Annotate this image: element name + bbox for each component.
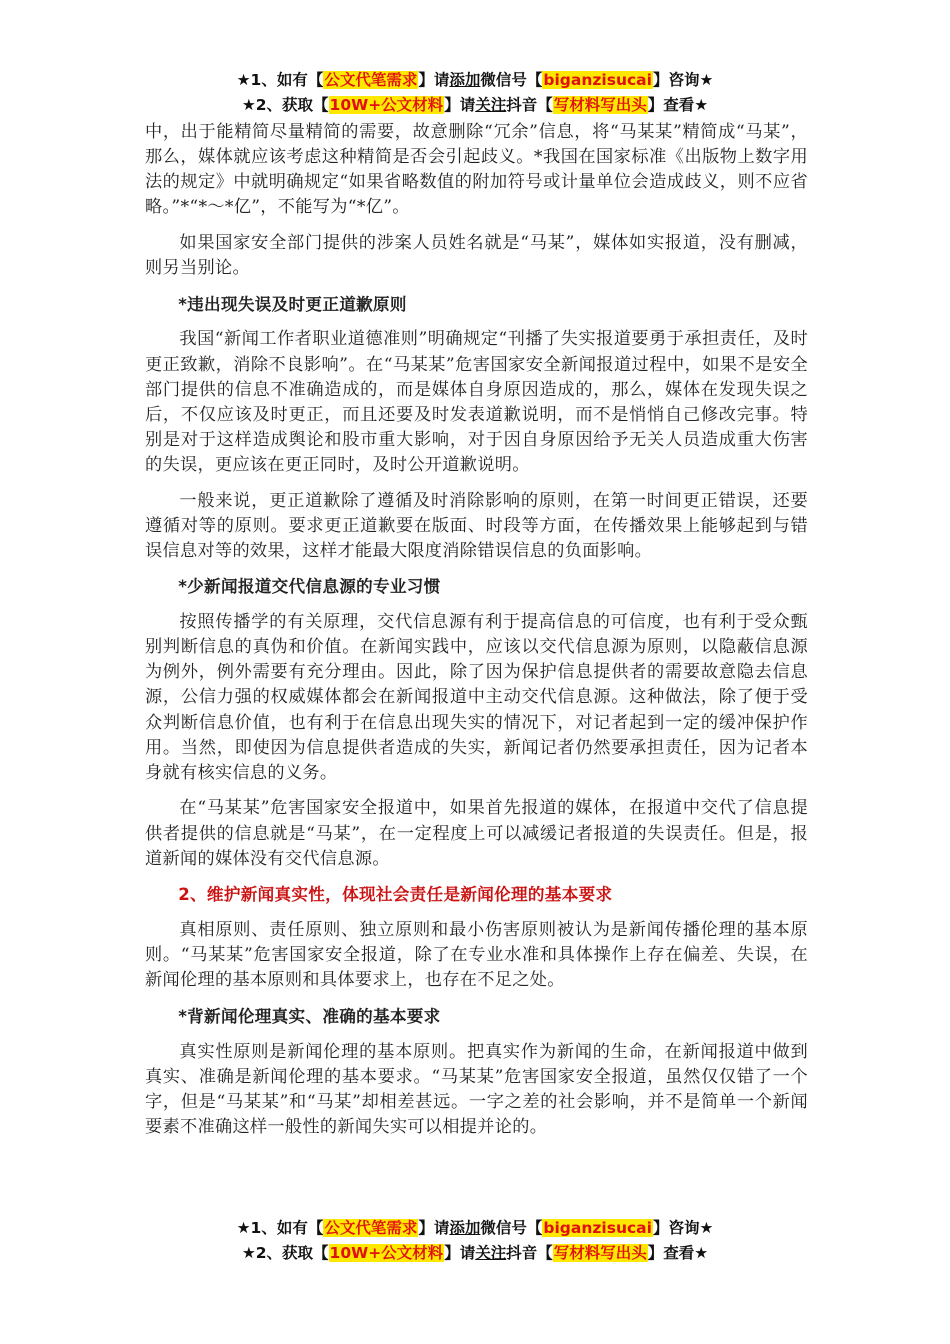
paragraph: 如果国家安全部门提供的涉案人员姓名就是“马某”，媒体如实报道，没有删减，则另当别论。 — [145, 232, 808, 279]
promo-line-2 — [0, 1241, 950, 1266]
promo-text: ★1、如有【 — [236, 1219, 324, 1237]
promo-text: 】咨询★ — [652, 71, 714, 89]
paragraph: 我国“新闻工作者职业道德准则”明确规定“刊播了失实报道要勇于承担责任，及时更正致歉，消除不良影响”。在“马某某”危害国家安全新闻报道过程中，如果不是安全部门提供的信息不准确造成的，而是媒体自身原因造成的，那么，媒体在发现失误之后，不仅应该及时更正，而且还要及时发表道歉说明，而不是悄悄自己修改完事。特别是对于这样造成舆论和股市重大影响，对于因自身原因给予无关人员造成重大伤害的失误，更应该在更正同时，及时公开道歉说明。 — [145, 329, 808, 475]
promo-banner-top — [0, 68, 950, 118]
promo-text: ★1、如有【 — [236, 71, 324, 89]
document-body — [145, 120, 808, 1151]
promo-text: ★2、获取【 — [241, 1244, 329, 1262]
promo-line-2 — [0, 93, 950, 118]
promo-text: 抖音【 — [506, 96, 553, 114]
promo-underlined: 添加 — [449, 1219, 481, 1237]
paragraph: 真实性原则是新闻伦理的基本原则。把真实作为新闻的生命，在新闻报道中做到真实、准确是新闻伦理的基本要求。“马某某”危害国家安全报道，虽然仅仅错了一个字，但是“马某某”和“马某”却相差甚远。一字之差的社会影响，并不是简单一个新闻要素不准确这样一般性的新闻失实可以相提并论的。 — [145, 1041, 808, 1137]
promo-underlined: 添加 — [449, 71, 481, 89]
promo-highlight: 公文代笔需求 — [324, 1219, 418, 1237]
promo-underlined: 关注 — [475, 96, 507, 114]
promo-highlight: 写材料写出头 — [553, 1244, 647, 1262]
promo-line-1 — [0, 1216, 950, 1241]
promo-text: 抖音【 — [506, 1244, 553, 1262]
promo-text: 】咨询★ — [652, 1219, 714, 1237]
promo-highlight: biganzisucai — [543, 1219, 652, 1237]
section-heading: *少新闻报道交代信息源的专业习惯 — [178, 577, 441, 597]
promo-text: ★2、获取【 — [241, 96, 329, 114]
paragraph: 在“马某某”危害国家安全报道中，如果首先报道的媒体，在报道中交代了信息提供者提供的信息就是“马某”，在一定程度上可以减缓记者报道的失误责任。但是，报道新闻的媒体没有交代信息源。 — [145, 798, 808, 869]
paragraph: 中，出于能精简尽量精简的需要，故意删除“冗余”信息，将“马某某”精简成“马某”，那么，媒体就应该考虑这种精简是否会引起歧义。*我国在国家标准《出版物上数字用法的规定》中就明确规定“如果省略数值的附加符号或计量单位会造成歧义，则不应省略。”*“*～*亿”，不能写为“*亿”。 — [145, 122, 808, 218]
promo-text: 】请 — [444, 1244, 476, 1262]
promo-banner-bottom — [0, 1216, 950, 1266]
promo-line-1 — [0, 68, 950, 93]
paragraph: 按照传播学的有关原理，交代信息源有利于提高信息的可信度，也有利于受众甄别判断信息的真伪和价值。在新闻实践中，应该以交代信息源为原则，以隐蔽信息源为例外，例外需要有充分理由。因此，除了因为保护信息提供者的需要故意隐去信息源，公信力强的权威媒体都会在新闻报道中主动交代信息源。这种做法，除了便于受众判断信息价值，也有利于在信息出现失实的情况下，对记者起到一定的缓冲保护作用。当然，即使因为信息提供者造成的失实，新闻记者仍然要承担责任，因为记者本身就有核实信息的义务。 — [145, 612, 808, 783]
promo-text: 】请 — [444, 96, 476, 114]
promo-underlined: 关注 — [475, 1244, 507, 1262]
promo-highlight: 10W+公文材料 — [329, 1244, 444, 1262]
promo-highlight: 写材料写出头 — [553, 96, 647, 114]
paragraph: 真相原则、责任原则、独立原则和最小伤害原则被认为是新闻传播伦理的基本原则。“马某某”危害国家安全报道，除了在专业水准和具体操作上存在偏差、失误，在新闻伦理的基本原则和具体要求上，也存在不足之处。 — [145, 919, 808, 991]
chapter-heading: 2、维护新闻真实性，体现社会责任是新闻伦理的基本要求 — [178, 885, 613, 905]
promo-highlight: 10W+公文材料 — [329, 96, 444, 114]
promo-highlight: 公文代笔需求 — [324, 71, 418, 89]
promo-text: 】请 — [418, 1219, 450, 1237]
promo-highlight: biganzisucai — [543, 71, 652, 89]
paragraph: 一般来说，更正道歉除了遵循及时消除影响的原则，在第一时间更正错误，还要遵循对等的原则。要求更正道歉要在版面、时段等方面，在传播效果上能够起到与错误信息对等的效果，这样才能最大限度消除错误信息的负面影响。 — [145, 490, 808, 561]
promo-text: 微信号【 — [480, 1219, 543, 1237]
section-heading: *背新闻伦理真实、准确的基本要求 — [178, 1006, 441, 1026]
promo-text: 】查看★ — [647, 96, 709, 114]
promo-text: 】查看★ — [647, 1244, 709, 1262]
section-heading: *违出现失误及时更正道歉原则 — [178, 294, 407, 314]
promo-text: 】请 — [418, 71, 450, 89]
promo-text: 微信号【 — [480, 71, 543, 89]
